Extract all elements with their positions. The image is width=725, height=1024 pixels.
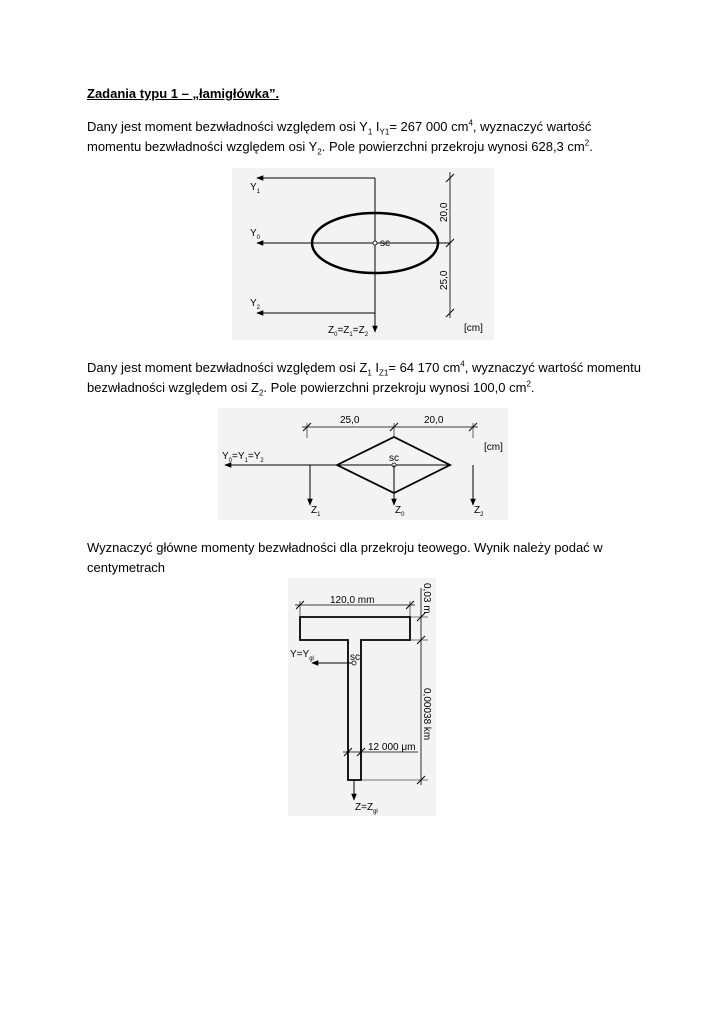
fig1-unit: [cm] <box>464 323 483 334</box>
fig2-z1-label: $Z_1$ <box>311 505 321 518</box>
fig3-web-height-label: 0,00038 km <box>421 688 432 741</box>
fig2-background <box>218 408 508 520</box>
fig1-z-label: $Z_0=Z_1=Z_2$ <box>328 325 369 338</box>
fig1-dim-bottom: 25,0 <box>439 270 450 290</box>
fig2-dim-left: 25,0 <box>340 415 360 426</box>
fig1-y2-label: $Y_2$ <box>250 298 261 311</box>
fig3-web-width-label: 12 000 μm <box>368 742 416 753</box>
fig3-sc-label: sc <box>350 652 360 663</box>
figure-ellipse <box>232 168 494 340</box>
fig2-z0-label: $Z_0$ <box>395 505 405 518</box>
fig1-y0-label: $Y_0$ <box>250 228 261 241</box>
fig1-sc-label: sc <box>380 238 390 249</box>
fig3-flange-label: 0,03 m <box>421 583 432 614</box>
page-title: Zadania typu 1 – „łamigłówka”. <box>87 86 280 101</box>
fig2-y-label: $Y_0=Y_1=Y_2$ <box>222 451 264 464</box>
fig3-y-label: $Y=Y_{gl}$ <box>290 649 314 662</box>
figure-rhombus <box>218 408 508 520</box>
fig1-background <box>232 168 494 340</box>
fig1-y1-label: $Y_1$ <box>250 182 261 195</box>
fig1-dim-top: 20,0 <box>439 202 450 222</box>
fig3-width-label: 120,0 mm <box>330 595 375 606</box>
fig2-z2-label: $Z_2$ <box>474 505 484 518</box>
fig2-sc-label: sc <box>389 453 399 464</box>
fig2-unit: [cm] <box>484 442 503 453</box>
fig1-centroid-point <box>373 241 377 245</box>
figure-t-section <box>288 578 436 816</box>
task1-text: Dany jest moment bezwładności względem osi $Y_1$ $I_{Y1}= 267$ 000 $cm^4$, wyznaczyć wartość momentu bezwładności względem osi $Y_2$. Pole powierzchni przekroju wynosi 628,3 $cm^2$. <box>87 118 593 157</box>
fig3-z-label: $Z=Z_{gl}$ <box>355 802 378 815</box>
fig2-dim-right: 20,0 <box>424 415 444 426</box>
task2-text: Dany jest moment bezwładności względem osi $Z_1$ $I_{Z1}= 64$ 170 $cm^4$, wyznaczyć wartość momentu bezwładności względem osi $Z_2$. Pole powierzchni przekroju wynosi 100,0 $cm^2$. <box>87 359 642 398</box>
task3-text: Wyznaczyć główne momenty bezwładności dla przekroju teowego. Wynik należy podać w centymetrach <box>87 540 603 575</box>
